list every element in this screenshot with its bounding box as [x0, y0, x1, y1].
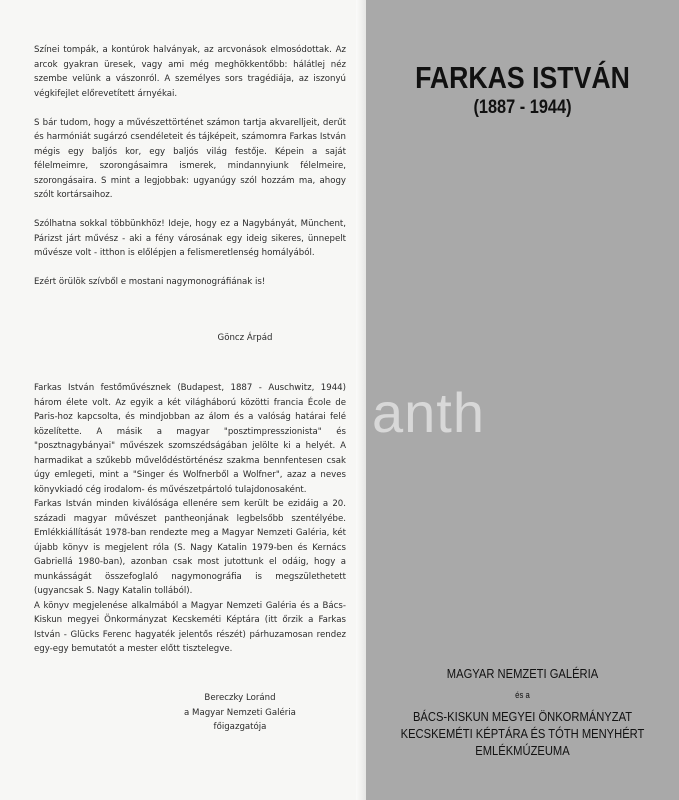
org-line: BÁCS-KISKUN MEGYEI ÖNKORMÁNYZAT — [412, 709, 633, 724]
foreword-text — [34, 43, 346, 290]
intro-paragraph: Farkas István festőművésznek (Budapest, 1887 - Auschwitz, 1944) három élete volt. Az egyik a két világháború közötti francia École de Paris-hoz kapcsolta, és mindjobban az álom és a valóság határai felé közelítette. A másik a magyar "posztimpresszionista" és "posztnagybányai" művészek szomszédságában jelölte ki a helyét. A harmadikat a szűkebb művelődéstörténész szakma bennfentesen csak úgy emlegeti, mint a "Singer és Wolfnerből a Wolfner", azaz a neves könyvkiadó cég irodalom- és művészetpártoló tulajdonosaként. — [34, 383, 346, 495]
intro-signature — [150, 691, 330, 735]
page-fold-shadow — [356, 0, 366, 800]
org-primary: MAGYAR NEMZETI GALÉRIA — [446, 666, 599, 681]
org-secondary — [388, 708, 657, 759]
foreword-paragraph: Szólhatna sokkal többünkhöz! Ideje, hogy ez a Nagybányát, Münchent, Párizst járt művész - aki a fény városának egy ideig sikeres, ünnepelt művésze volt - itthon is előlépjen a felismeretlenség homályából. — [34, 219, 346, 258]
signature-name: Bereczky Loránd — [204, 693, 276, 703]
foreword-paragraph: Színei tompák, a kontúrok halványak, az arcvonások elmosódottak. Az arcok gyakran üresek, vagy ami még meghökkentőbb: hálátlej néz szembe velünk a vászonról. A személyes sors tragédiája, az iszonyú végkifejlet előrevetített árnyékai. — [34, 45, 346, 99]
artist-years: (1887 - 1944) — [473, 97, 572, 118]
org-conjunction: és a — [515, 690, 530, 700]
signature-title: a Magyar Nemzeti Galéria — [184, 707, 296, 718]
foreword-signature: Göncz Árpád — [217, 333, 273, 343]
signature-role: főigazgatója — [213, 722, 267, 732]
org-line: EMLÉKMÚZEUMA — [475, 743, 570, 758]
intro-paragraph: A könyv megjelenése alkalmából a Magyar Nemzeti Galéria és a Bács-Kiskun megyei Önkormányzat Kecskeméti Képtára (itt őrzik a Farkas István - Glücks Ferenc hagyaték jelentős részét) párhuzamosan rendez egy-egy bemutatót a mester előtt tisztelegve. — [34, 600, 346, 654]
watermark: anth — [372, 381, 485, 444]
foreword-paragraph: Ezért örülök szívből e mostani nagymonográfiának is! — [34, 277, 266, 287]
intro-text — [34, 381, 346, 657]
org-line: KECSKEMÉTI KÉPTÁRA ÉS TÓTH MENYHÉRT — [400, 726, 645, 741]
artist-name: FARKAS ISTVÁN — [415, 60, 630, 95]
foreword-paragraph: S bár tudom, hogy a művészettörténet számon tartja akvarelljeit, derűt és harmóniát sugárzó csendéleteit és tájképeit, számomra Farkas István mégis egy baljós kor, egy baljós világ festője. Képein a saját félelmeimre, szorongásaimra ismerek, mindannyiunk félelmeire, szorongásaira. S mint a legjobbak: ugyanúgy szól hozzám ma, ahogy szólt kortársaihoz. — [34, 117, 346, 200]
intro-paragraph: Farkas István minden kiválósága ellenére sem került be ezidáig a 20. századi magyar művészet pantheonjának legbelsőbb szentélyébe. Emlékkiállítását 1978-ban rendezte meg a Magyar Nemzeti Galéria, két újabb könyv is megjelent róla (S. Nagy Katalin 1979-ben és Kernács Gabriellá 1980-ban), azonban csak most jutottunk el odáig, hogy a munkásságát összefoglaló nagymonográfia is megszülethetett (ugyancsak S. Nagy Katalin tollából). — [34, 499, 346, 596]
